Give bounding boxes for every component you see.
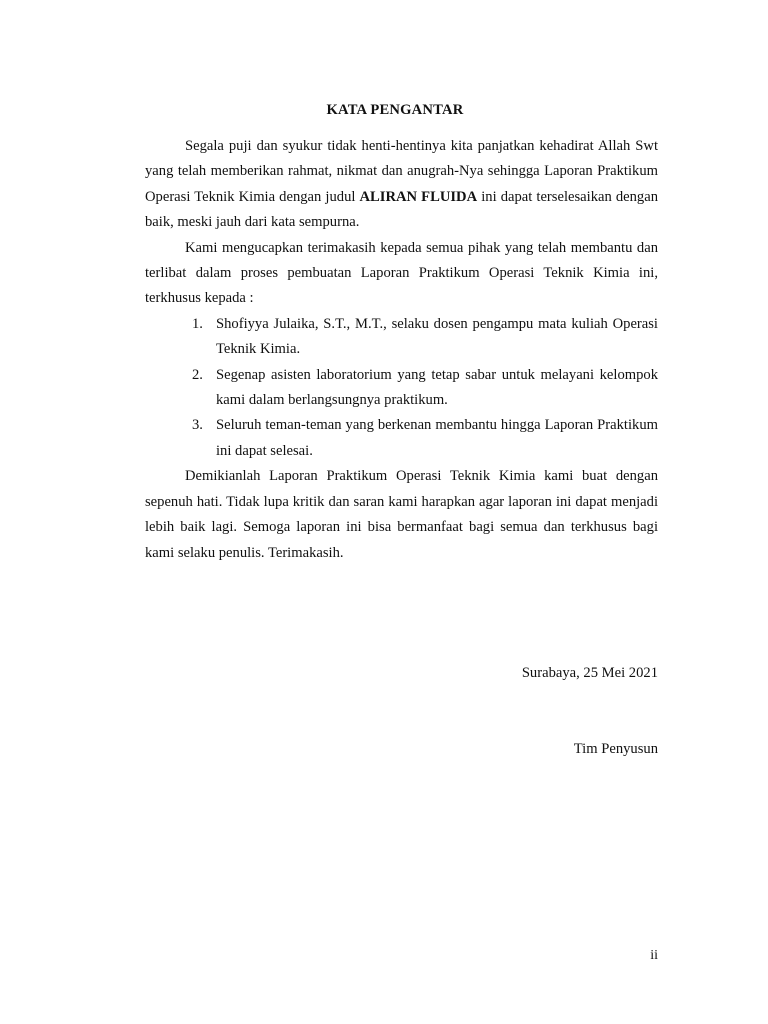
list-item	[145, 312, 658, 363]
document-body	[145, 134, 658, 566]
acknowledgement-list	[145, 312, 658, 464]
page-title: KATA PENGANTAR	[326, 102, 464, 118]
list-item-text: Seluruh teman-teman yang berkenan membantu hingga Laporan Praktikum ini dapat selesai.	[216, 417, 658, 459]
report-title-bold: ALIRAN FLUIDA	[359, 188, 478, 205]
list-item-number: 2.	[192, 366, 203, 383]
paragraph-closing: Demikianlah Laporan Praktikum Operasi Teknik Kimia kami buat dengan sepenuh hati. Tidak lupa kritik dan saran kami harapkan agar laporan ini dapat menjadi lebih baik lagi. Semoga laporan ini bisa bermanfaat bagi semua dan terkhusus bagi kami selaku penulis. Terimakasih.	[145, 468, 658, 561]
list-item-text: Segenap asisten laboratorium yang tetap sabar untuk melayani kelompok kami dalam berlangsungnya praktikum.	[216, 366, 658, 409]
page-number: ii	[650, 948, 658, 963]
paragraph-opening-text-end: ini dapat terselesaikan dengan baik, meski jauh dari kata sempurna.	[145, 188, 658, 231]
paragraph-opening	[145, 134, 658, 236]
list-item-text: Shofiyya Julaika, S.T., M.T., selaku dosen pengampu mata kuliah Operasi Teknik Kimia.	[216, 315, 658, 358]
signer-name: Tim Penyusun	[573, 741, 658, 757]
paragraph-thanks: Kami mengucapkan terimakasih kepada semua pihak yang telah membantu dan terlibat dalam proses pembuatan Laporan Praktikum Operasi Teknik Kimia ini, terkhusus kepada :	[145, 239, 658, 307]
list-item-number: 1.	[192, 315, 203, 332]
paragraph-opening-text: Segala puji dan syukur tidak henti-hentinya kita panjatkan kehadirat Allah Swt yang telah memberikan rahmat, nikmat dan anugrah-Nya sehingga Laporan Praktikum Operasi Teknik Kimia dengan judul	[145, 138, 658, 205]
list-item-number: 3.	[192, 417, 203, 434]
list-item	[145, 363, 658, 414]
place-date: Surabaya, 25 Mei 2021	[521, 665, 658, 681]
list-item	[145, 413, 658, 464]
